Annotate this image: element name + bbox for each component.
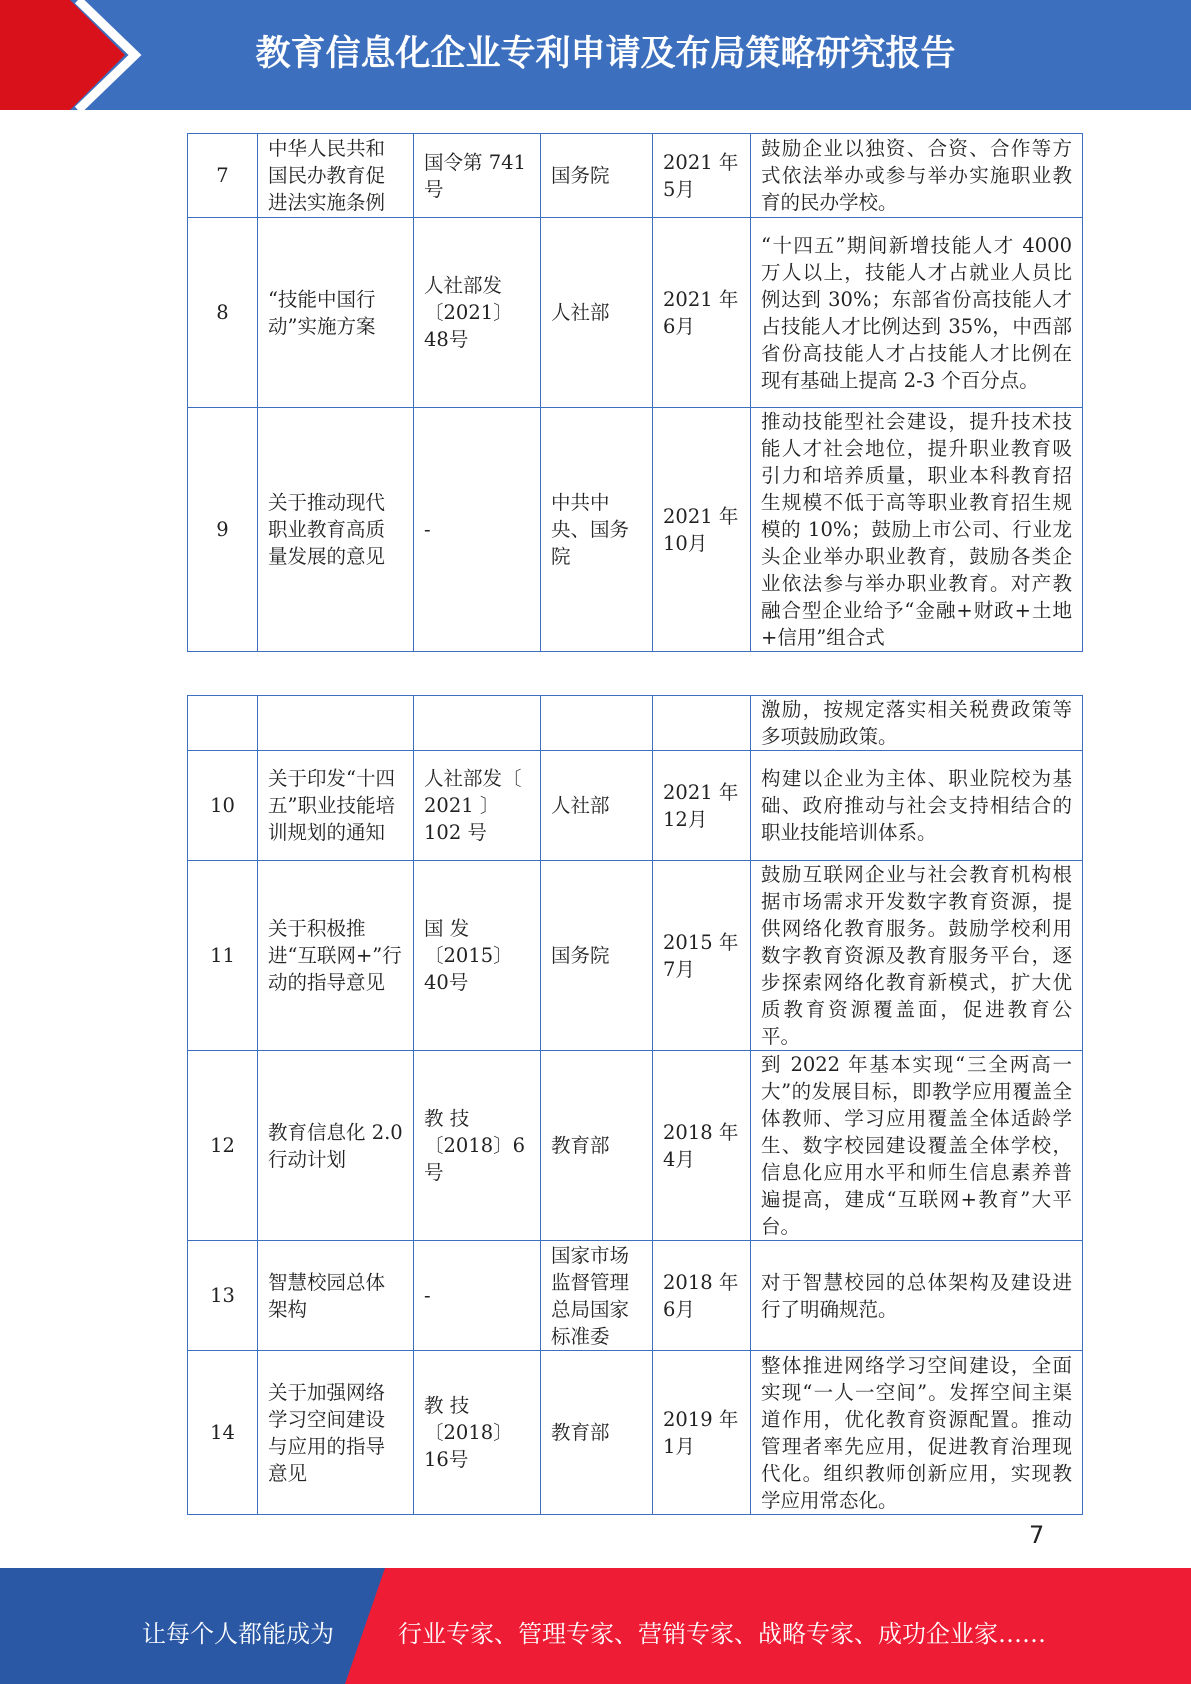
row-number: 14 bbox=[188, 1351, 258, 1515]
policy-name: 关于积极推进“互联网+”行动的指导意见 bbox=[258, 861, 414, 1051]
table-row bbox=[188, 408, 1083, 652]
policy-name: 关于推动现代职业教育高质量发展的意见 bbox=[258, 408, 414, 652]
policy-description: 鼓励企业以独资、合资、合作等方式依法举办或参与举办实施职业教育的民办学校。 bbox=[751, 134, 1083, 218]
issuing-agency: 中共中央、国务院 bbox=[541, 408, 653, 652]
policy-description: 鼓励互联网企业与社会教育机构根据市场需求开发数字教育资源，提供网络化教育服务。鼓励学校利用数字教育资源及教育服务平台，逐步探索网络化教育新模式，扩大优质教育资源覆盖面，促进教育公平。 bbox=[751, 861, 1083, 1051]
policy-name: 关于印发“十四五”职业技能培训规划的通知 bbox=[258, 751, 414, 861]
policy-name: 中华人民共和国民办教育促进法实施条例 bbox=[258, 134, 414, 218]
issue-date: 2021 年 6月 bbox=[653, 218, 751, 408]
issuing-agency: 人社部 bbox=[541, 218, 653, 408]
issuing-agency: 国务院 bbox=[541, 134, 653, 218]
row-number: 10 bbox=[188, 751, 258, 861]
table-row bbox=[188, 751, 1083, 861]
issue-date: 2015 年 7月 bbox=[653, 861, 751, 1051]
policy-name: 教育信息化 2.0 行动计划 bbox=[258, 1051, 414, 1241]
document-number bbox=[414, 696, 541, 751]
document-number: 人社部发〔 2021 〕102 号 bbox=[414, 751, 541, 861]
table-row bbox=[188, 1351, 1083, 1515]
issuing-agency: 教育部 bbox=[541, 1351, 653, 1515]
policy-description: 激励，按规定落实相关税费政策等多项鼓励政策。 bbox=[751, 696, 1083, 751]
footer-slogan-right: 行业专家、管理专家、营销专家、战略专家、成功企业家…… bbox=[398, 1620, 1046, 1648]
issue-date: 2018 年 6月 bbox=[653, 1241, 751, 1351]
document-number: - bbox=[414, 1241, 541, 1351]
footer-slogan-left: 让每个人都能成为 bbox=[142, 1620, 334, 1648]
row-number: 12 bbox=[188, 1051, 258, 1241]
document-number: - bbox=[414, 408, 541, 652]
issue-date: 2021 年 5月 bbox=[653, 134, 751, 218]
policy-description: 对于智慧校园的总体架构及建设进行了明确规范。 bbox=[751, 1241, 1083, 1351]
issue-date: 2019 年 1月 bbox=[653, 1351, 751, 1515]
policy-name: 智慧校园总体架构 bbox=[258, 1241, 414, 1351]
table-row bbox=[188, 696, 1083, 751]
issuing-agency: 教育部 bbox=[541, 1051, 653, 1241]
issuing-agency: 国务院 bbox=[541, 861, 653, 1051]
issue-date: 2021 年 12月 bbox=[653, 751, 751, 861]
document-number: 国 发〔2015〕40号 bbox=[414, 861, 541, 1051]
document-number: 教 技〔2018〕16号 bbox=[414, 1351, 541, 1515]
table-row bbox=[188, 861, 1083, 1051]
document-number: 人社部发〔2021〕48号 bbox=[414, 218, 541, 408]
row-number: 7 bbox=[188, 134, 258, 218]
report-title: 教育信息化企业专利申请及布局策略研究报告 bbox=[255, 34, 956, 74]
issuing-agency: 人社部 bbox=[541, 751, 653, 861]
row-number: 8 bbox=[188, 218, 258, 408]
policy-description: 构建以企业为主体、职业院校为基础、政府推动与社会支持相结合的职业技能培训体系。 bbox=[751, 751, 1083, 861]
policy-description: 到 2022 年基本实现“三全两高一大”的发展目标，即教学应用覆盖全体教师、学习应用覆盖全体适龄学生、数字校园建设覆盖全体学校，信息化应用水平和师生信息素养普遍提高，建成“互联网+教育”大平台。 bbox=[751, 1051, 1083, 1241]
table-row bbox=[188, 134, 1083, 218]
table-row bbox=[188, 1241, 1083, 1351]
row-number: 9 bbox=[188, 408, 258, 652]
table-row bbox=[188, 1051, 1083, 1241]
policy-name: 关于加强网络学习空间建设与应用的指导意见 bbox=[258, 1351, 414, 1515]
policy-description: “十四五”期间新增技能人才 4000 万人以上，技能人才占就业人员比例达到 30%；东部省份高技能人才占技能人才比例达到 35%，中西部省份高技能人才占技能人才比例在现有基础上提高 2-3 个百分点。 bbox=[751, 218, 1083, 408]
row-number: 11 bbox=[188, 861, 258, 1051]
policy-name: “技能中国行动”实施方案 bbox=[258, 218, 414, 408]
policy-description: 整体推进网络学习空间建设，全面实现“一人一空间”。发挥空间主渠道作用，优化教育资源配置。推动管理者率先应用，促进教育治理现代化。组织教师创新应用，实现教学应用常态化。 bbox=[751, 1351, 1083, 1515]
issuing-agency: 国家市场监督管理总局国家标准委 bbox=[541, 1241, 653, 1351]
issue-date: 2021 年 10月 bbox=[653, 408, 751, 652]
policy-table-1 bbox=[187, 133, 1083, 652]
policy-name bbox=[258, 696, 414, 751]
row-number: 13 bbox=[188, 1241, 258, 1351]
page-number: 7 bbox=[1029, 1521, 1045, 1549]
issuing-agency bbox=[541, 696, 653, 751]
document-number: 国令第 741 号 bbox=[414, 134, 541, 218]
issue-date bbox=[653, 696, 751, 751]
policy-description: 推动技能型社会建设，提升技术技能人才社会地位，提升职业教育吸引力和培养质量，职业本科教育招生规模不低于高等职业教育招生规模的 10%；鼓励上市公司、行业龙头企业举办职业教育，鼓励各类企业依法参与举办职业教育。对产教融合型企业给予“金融+财政+土地+信用”组合式 bbox=[751, 408, 1083, 652]
issue-date: 2018 年 4月 bbox=[653, 1051, 751, 1241]
table-row bbox=[188, 218, 1083, 408]
policy-table-2 bbox=[187, 695, 1083, 1515]
document-number: 教 技〔2018〕6号 bbox=[414, 1051, 541, 1241]
row-number bbox=[188, 696, 258, 751]
